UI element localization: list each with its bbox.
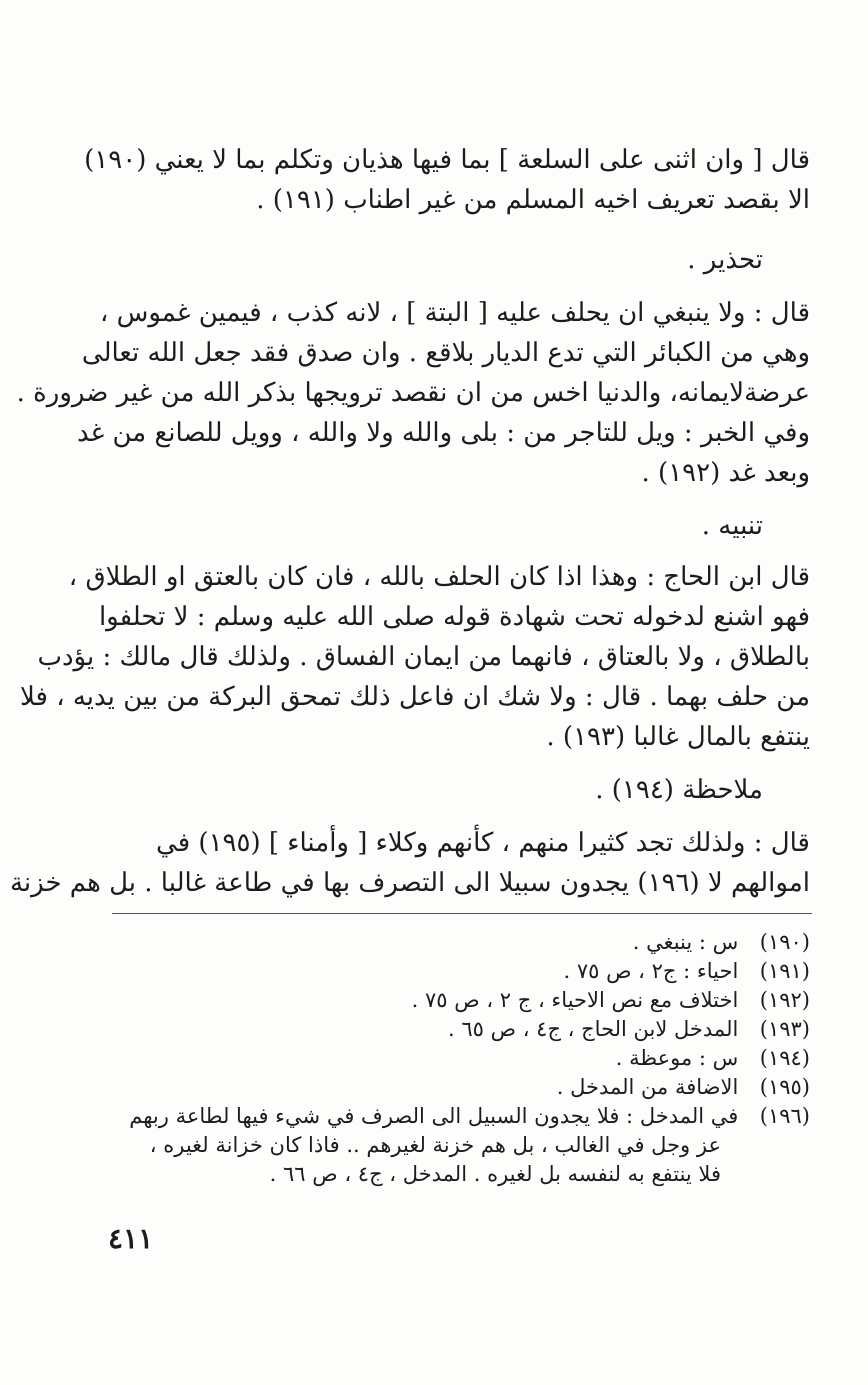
footnote <box>98 986 810 1015</box>
footnote-number: (١٩٥) <box>759 1075 810 1099</box>
body-line: اموالهم لا (١٩٦) يجدون سبيلا الى التصرف بها في طاعة غالبا . بل هم خزنة <box>9 868 810 898</box>
section-heading-tanbih: تنبيه . <box>701 511 763 541</box>
page-number: ٤١١ <box>108 1222 154 1255</box>
body-line: قال : ولا ينبغي ان يحلف عليه [ البتة ] ، لانه كذب ، فيمين غموس ، <box>99 298 810 328</box>
body-line: قال ابن الحاج : وهذا اذا كان الحلف بالله ، فان كان بالعتق او الطلاق ، <box>68 562 810 592</box>
footnote-text: المدخل لابن الحاج ، ج٤ ، ص ٦٥ . <box>448 1017 739 1041</box>
footnote-number: (١٩٠) <box>759 930 810 954</box>
footnote <box>98 1073 810 1102</box>
body-line: وفي الخبر : ويل للتاجر من : بلى والله ولا والله ، وويل للصانع من غد <box>76 418 810 448</box>
body-line: قال : ولذلك تجد كثيرا منهم ، كأنهم وكلاء [ وأمناء ] (١٩٥) في <box>156 828 810 858</box>
footnote-number: (١٩٣) <box>759 1017 810 1041</box>
footnote <box>98 1102 810 1131</box>
body-line: ينتفع بالمال غالبا (١٩٣) . <box>546 722 810 752</box>
body-line: وهي من الكبائر التي تدع الديار بلاقع . وان صدق فقد جعل الله تعالى <box>81 338 810 368</box>
footnote-number: (١٩٢) <box>759 988 810 1012</box>
section-heading-tahdhir: تحذير . <box>687 245 763 275</box>
footnote-number: (١٩٤) <box>759 1046 810 1070</box>
footnote <box>98 1015 810 1044</box>
footnote-text: س : موعظة . <box>615 1046 739 1070</box>
section-heading-mulahaza: ملاحظة (١٩٤) . <box>595 775 763 805</box>
footnote-number: (١٩٦) <box>759 1104 810 1128</box>
footnote <box>98 957 810 986</box>
footnote <box>98 1044 810 1073</box>
footnote-number: (١٩١) <box>759 959 810 983</box>
footnote-text: س : ينبغي . <box>632 930 739 954</box>
footnote <box>98 928 810 957</box>
body-line: فهو اشنع لدخوله تحت شهادة قوله صلى الله عليه وسلم : لا تحلفوا <box>98 602 810 632</box>
body-line: الا بقصد تعريف اخيه المسلم من غير اطناب (١٩١) . <box>256 185 810 215</box>
footnote-text: الاضافة من المدخل . <box>556 1075 739 1099</box>
body-line: بالطلاق ، ولا بالعتاق ، فانهما من ايمان الفساق . ولذلك قال مالك : يؤدب <box>37 642 810 672</box>
body-line: عرضةلايمانه، والدنيا اخس من ان نقصد ترويجها بذكر الله من غير ضرورة . <box>16 378 810 408</box>
body-line: وبعد غد (١٩٢) . <box>641 458 810 488</box>
footnote-text: في المدخل : فلا يجدون السبيل الى الصرف في شيء فيها لطاعة ربهم <box>129 1104 739 1128</box>
body-line: قال [ وان اثنى على السلعة ] بما فيها هذيان وتكلم بما لا يعني (١٩٠) <box>84 145 810 175</box>
body-line: من حلف بهما . قال : ولا شك ان فاعل ذلك تمحق البركة من بين يديه ، فلا <box>20 682 810 712</box>
footnote-continuation: فلا ينتفع به لنفسه بل لغيره . المدخل ، ج٤ ، ص ٦٦ . <box>269 1162 721 1186</box>
footnote-divider <box>112 913 812 914</box>
footnote-text: اختلاف مع نص الاحياء ، ج ٢ ، ص ٧٥ . <box>411 988 739 1012</box>
footnote-continuation: عز وجل في الغالب ، بل هم خزنة لغيرهم .. فاذا كان خزانة لغيره ، <box>149 1133 721 1157</box>
footnote-text: احياء : ج٢ ، ص ٧٥ . <box>563 959 739 983</box>
